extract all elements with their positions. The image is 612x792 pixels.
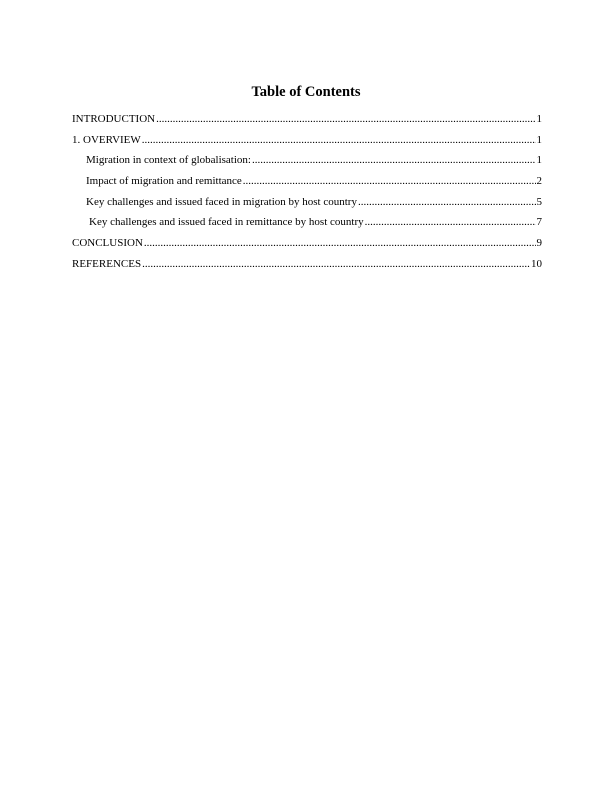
toc-entry-page-number: 9: [536, 237, 542, 250]
toc-entry-challenges-remittance[interactable]: [72, 215, 542, 236]
toc-dot-leader: [358, 195, 536, 209]
toc-entry-text: INTRODUCTION: [72, 113, 156, 125]
toc-entry-page-number: 2: [536, 175, 542, 188]
toc-entry-text: Key challenges and issued faced in migration by host country: [86, 195, 357, 208]
toc-dot-leader: [365, 215, 536, 229]
toc-list: [72, 112, 542, 278]
toc-entry-page-number: 1: [536, 113, 542, 125]
toc-entry-migration-globalisation[interactable]: [72, 153, 542, 174]
toc-entry-references[interactable]: [72, 257, 542, 278]
toc-entry-conclusion[interactable]: [72, 236, 542, 257]
toc-entry-text: Impact of migration and remittance: [86, 175, 242, 188]
toc-dot-leader: [156, 112, 535, 126]
toc-entry-overview[interactable]: [72, 133, 542, 154]
toc-entry-page-number: 5: [536, 195, 542, 208]
toc-entry-page-number: 7: [536, 216, 542, 229]
toc-dot-leader: [144, 236, 536, 250]
toc-dot-leader: [252, 153, 536, 167]
toc-entry-page-number: 10: [531, 257, 542, 270]
toc-entry-text: 1. OVERVIEW: [72, 133, 141, 146]
toc-entry-text: Migration in context of globalisation:: [86, 154, 251, 167]
toc-entry-page-number: 1: [536, 133, 542, 146]
toc-dot-leader: [142, 257, 530, 271]
toc-dot-leader: [142, 133, 536, 147]
toc-entry-impact-migration-remittance[interactable]: [72, 174, 542, 195]
toc-entry-challenges-migration[interactable]: [72, 195, 542, 216]
toc-entry-text: REFERENCES: [72, 257, 142, 270]
toc-entry-text: Key challenges and issued faced in remittance by host country: [89, 216, 364, 229]
toc-dot-leader: [243, 174, 536, 188]
toc-entry-introduction[interactable]: [72, 112, 542, 133]
toc-entry-text: CONCLUSION: [72, 237, 143, 250]
toc-title: Table of Contents: [251, 84, 361, 100]
toc-entry-page-number: 1: [536, 154, 542, 167]
